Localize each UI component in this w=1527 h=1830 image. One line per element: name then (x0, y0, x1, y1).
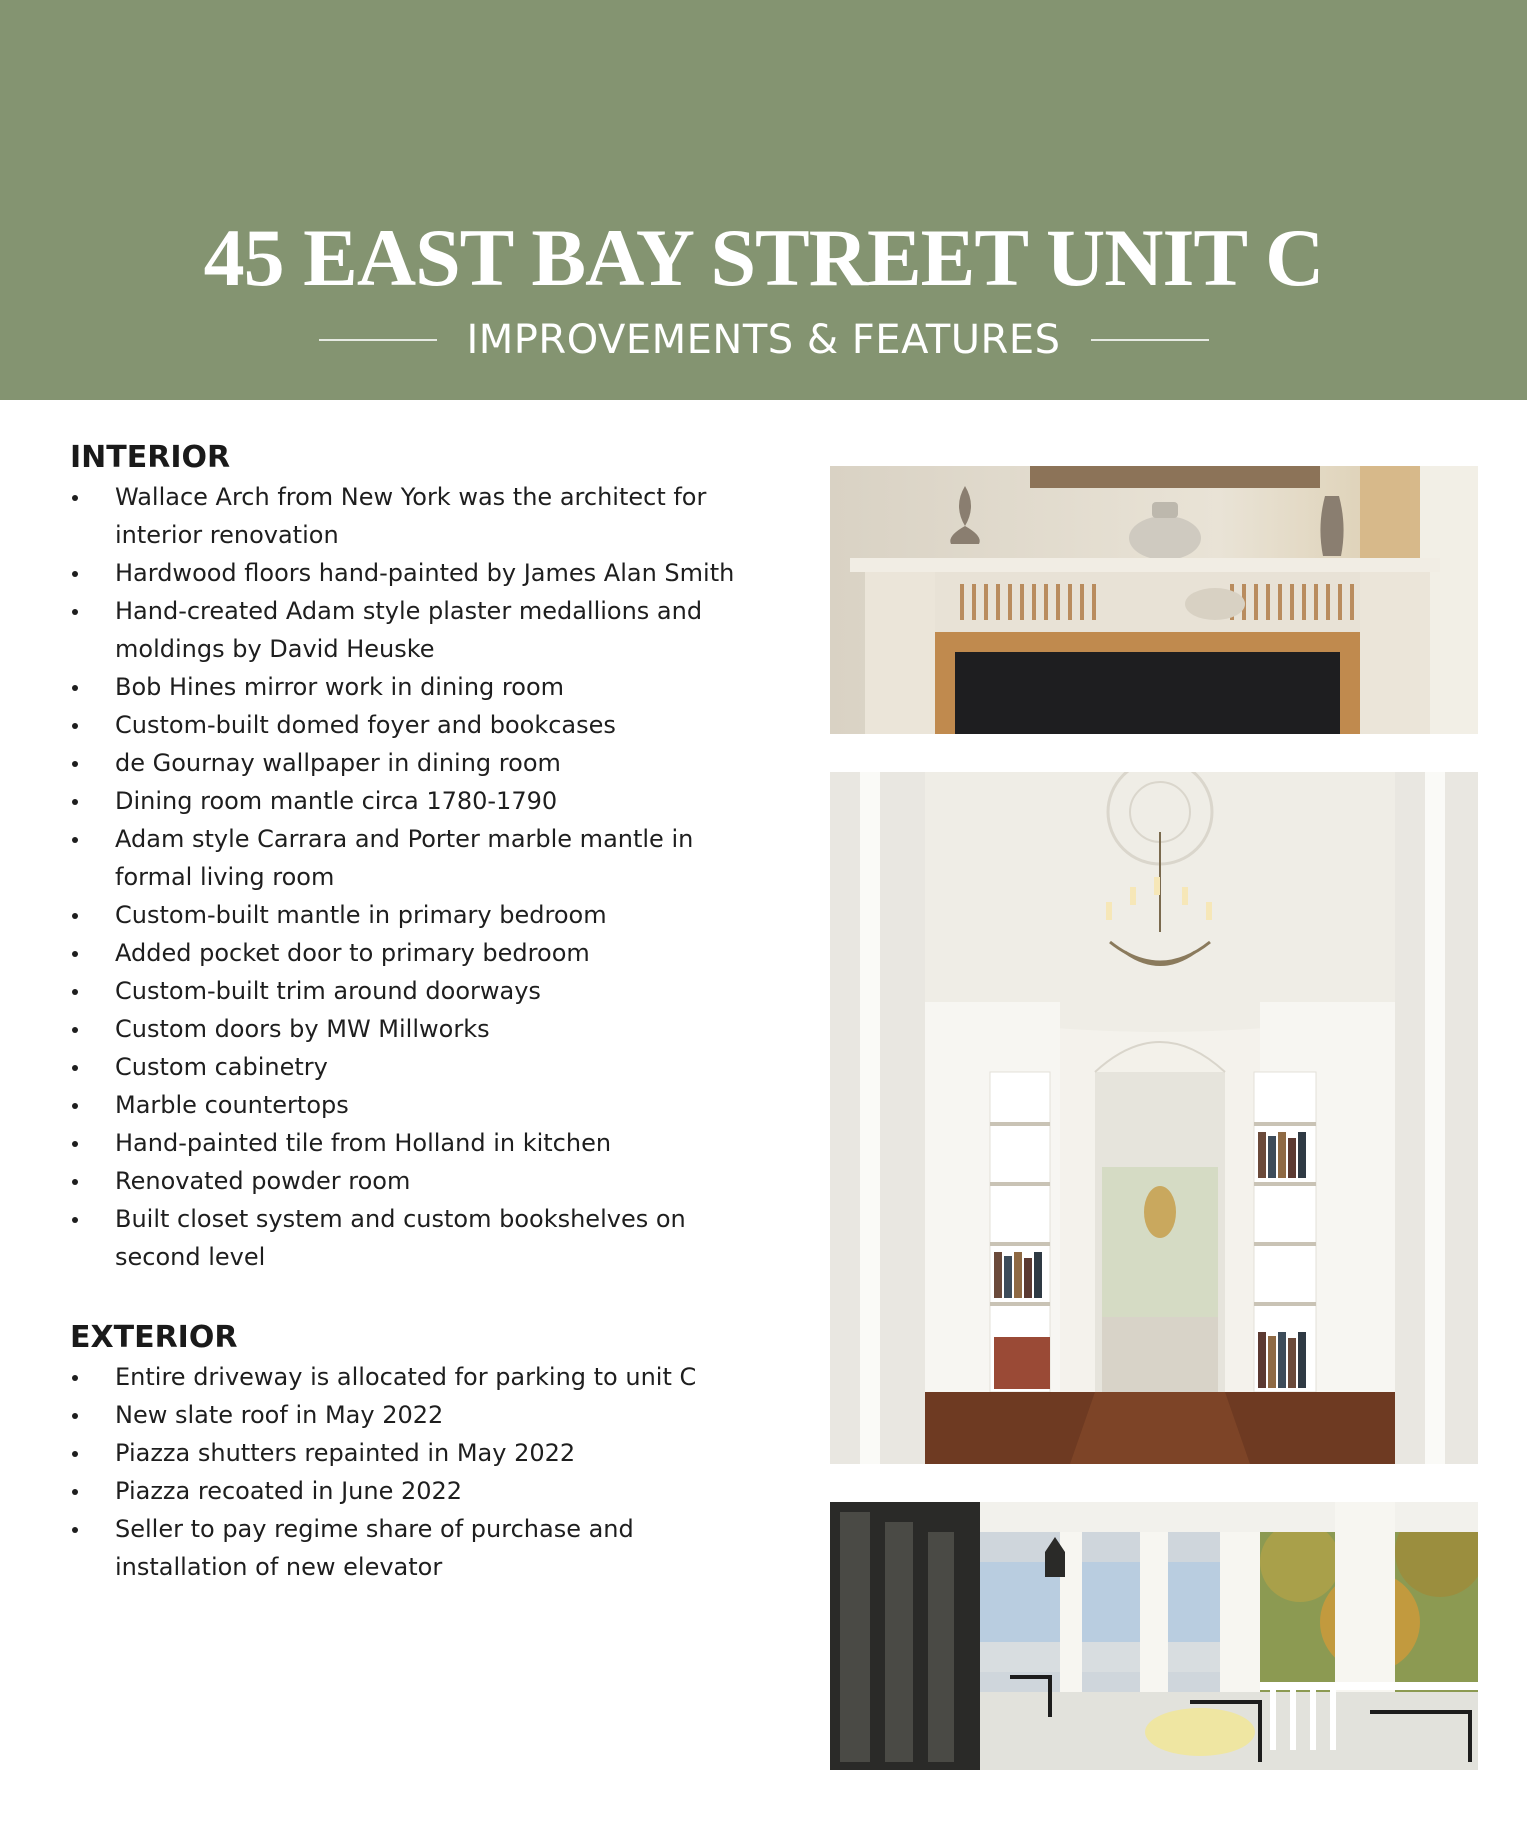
interior-feature-item: Bob Hines mirror work in dining room (70, 668, 770, 706)
mantle-photo (830, 466, 1478, 734)
piazza-photo (830, 1502, 1478, 1770)
interior-feature-item: Custom-built trim around doorways (70, 972, 770, 1010)
foyer-photo-graphic (830, 772, 1478, 1464)
exterior-heading: EXTERIOR (70, 1320, 238, 1355)
exterior-feature-item: Piazza shutters repainted in May 2022 (70, 1434, 770, 1472)
interior-feature-list (70, 478, 770, 1276)
piazza-photo-graphic (830, 1502, 1478, 1770)
page-subtitle: IMPROVEMENTS & FEATURES (466, 317, 1061, 363)
interior-feature-item: Custom doors by MW Millworks (70, 1010, 770, 1048)
subtitle-left-rule (319, 339, 437, 341)
interior-feature-item: Dining room mantle circa 1780-1790 (70, 782, 770, 820)
interior-heading: INTERIOR (70, 440, 231, 475)
interior-feature-item: Custom-built mantle in primary bedroom (70, 896, 770, 934)
interior-feature-item: Marble countertops (70, 1086, 770, 1124)
foyer-photo (830, 772, 1478, 1464)
interior-feature-item: Wallace Arch from New York was the architect for interior renovation (70, 478, 770, 554)
exterior-feature-list (70, 1358, 770, 1586)
interior-feature-item: Hand-painted tile from Holland in kitchen (70, 1124, 770, 1162)
exterior-feature-item: Piazza recoated in June 2022 (70, 1472, 770, 1510)
exterior-feature-item: New slate roof in May 2022 (70, 1396, 770, 1434)
interior-feature-item: Custom cabinetry (70, 1048, 770, 1086)
interior-feature-item: Added pocket door to primary bedroom (70, 934, 770, 972)
mantle-photo-graphic (830, 466, 1478, 734)
interior-feature-item: Built closet system and custom bookshelves on second level (70, 1200, 770, 1276)
exterior-feature-item: Seller to pay regime share of purchase and installation of new elevator (70, 1510, 770, 1586)
page-title: 45 EAST BAY STREET UNIT C (203, 212, 1324, 303)
interior-feature-item: de Gournay wallpaper in dining room (70, 744, 770, 782)
interior-feature-item: Renovated powder room (70, 1162, 770, 1200)
features-content (70, 438, 770, 1586)
interior-feature-item: Custom-built domed foyer and bookcases (70, 706, 770, 744)
exterior-feature-item: Entire driveway is allocated for parking to unit C (70, 1358, 770, 1396)
interior-feature-item: Adam style Carrara and Porter marble mantle in formal living room (70, 820, 770, 896)
interior-feature-item: Hand-created Adam style plaster medallions and moldings by David Heuske (70, 592, 770, 668)
subtitle-row (0, 312, 1527, 368)
subtitle-right-rule (1091, 339, 1209, 341)
header-banner (0, 0, 1527, 400)
interior-feature-item: Hardwood floors hand-painted by James Alan Smith (70, 554, 770, 592)
